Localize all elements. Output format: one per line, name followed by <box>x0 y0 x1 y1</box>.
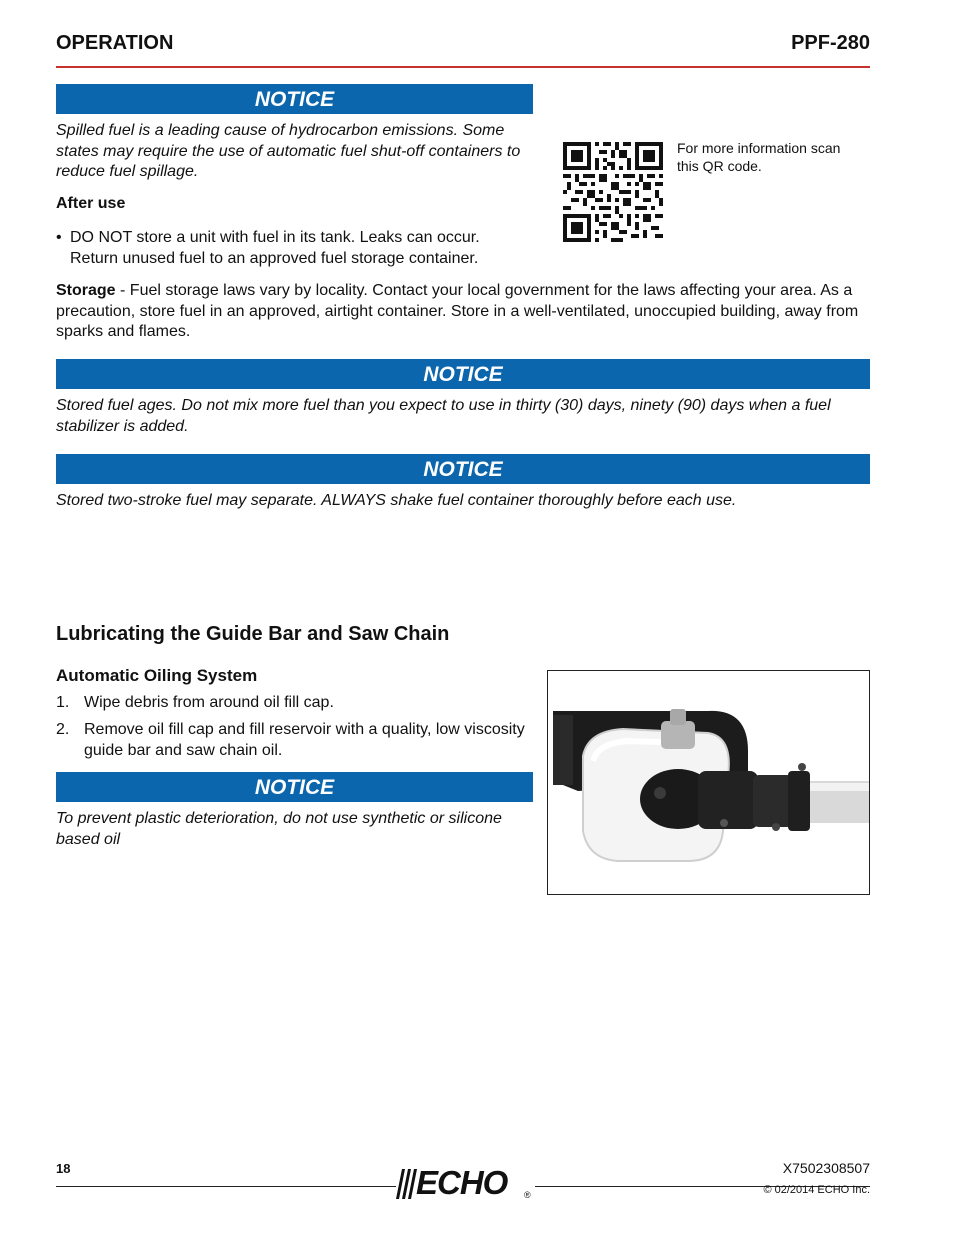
after-use-heading: After use <box>56 195 126 212</box>
logo-stripes-icon <box>396 1169 418 1199</box>
notice-text-2: Stored fuel ages. Do not mix more fuel than you expect to use in thirty (30) days, ninety (90) days when a fuel stabilizer is added. <box>56 397 831 435</box>
storage-text: - Fuel storage laws vary by locality. Contact your local government for the laws affecting your area. As a precaution, store fuel in an approved, airtight container. Store in a well-ventilated, unoccupied building, away from sparks and flames. <box>56 282 859 340</box>
bullet: • <box>56 229 62 246</box>
notice-banner-1: NOTICE <box>56 84 533 114</box>
step-text: Wipe debris from around oil fill cap. <box>84 694 334 711</box>
storage-paragraph <box>56 281 872 343</box>
after-use-item <box>56 228 526 269</box>
section-heading: Lubricating the Guide Bar and Saw Chain <box>56 623 450 645</box>
list-item <box>56 693 526 714</box>
page-number: 18 <box>56 1161 71 1176</box>
step-number: 1. <box>56 694 70 711</box>
step-number: 2. <box>56 721 70 738</box>
section-title: OPERATION <box>56 32 174 54</box>
header-rule <box>56 66 870 68</box>
footer-rule-left <box>56 1186 396 1187</box>
model-name: PPF-280 <box>791 32 870 54</box>
oil-reservoir-illustration <box>548 671 869 894</box>
echo-logo <box>396 1164 536 1201</box>
step-text: Remove oil fill cap and fill reservoir with a quality, low viscosity guide bar and saw chain oil. <box>84 721 525 759</box>
subsection-heading: Automatic Oiling System <box>56 666 258 685</box>
notice-text-3: Stored two-stroke fuel may separate. ALWAYS shake fuel container thoroughly before each use. <box>56 492 737 509</box>
notice-banner-2: NOTICE <box>56 359 870 389</box>
oil-reservoir-photo <box>547 670 870 895</box>
part-number: X7502308507 <box>782 1160 870 1176</box>
storage-label: Storage <box>56 282 116 299</box>
list-item <box>56 720 526 761</box>
notice-banner-4: NOTICE <box>56 772 533 802</box>
logo-wordmark: ECHO <box>416 1164 508 1201</box>
after-use-text: DO NOT store a unit with fuel in its tank. Leaks can occur. Return unused fuel to an approved fuel storage container. <box>70 229 480 267</box>
notice-banner-3: NOTICE <box>56 454 870 484</box>
qr-code <box>563 142 663 242</box>
notice-text-1: Spilled fuel is a leading cause of hydrocarbon emissions. Some states may require the use of automatic fuel shut-off containers to reduce fuel spillage. <box>56 122 521 180</box>
copyright: © 02/2014 ECHO Inc. <box>763 1184 870 1196</box>
notice-text-4: To prevent plastic deterioration, do not use synthetic or silicone based oil <box>56 810 502 848</box>
registered-mark: ® <box>524 1190 531 1200</box>
qr-caption: For more information scan this QR code. <box>677 140 841 174</box>
